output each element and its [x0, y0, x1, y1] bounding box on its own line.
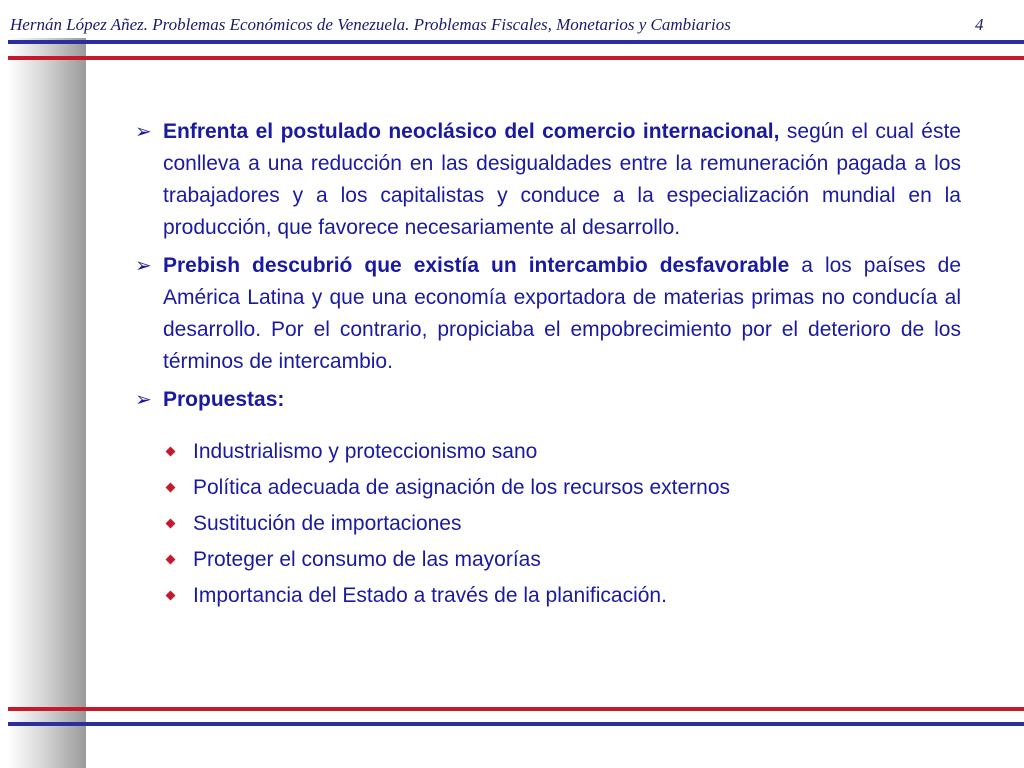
- arrowhead-icon: ➢: [135, 121, 152, 143]
- slide-content: [135, 116, 961, 614]
- proposals-list: [163, 434, 961, 614]
- bullet-prebisch: [135, 250, 961, 378]
- bottom-blue-rule: [8, 722, 1024, 726]
- list-item: [163, 542, 961, 578]
- diamond-icon: [166, 519, 176, 529]
- bullet-bold-text: Prebish descubrió que existía un intercambio desfavorable: [163, 254, 790, 277]
- list-item: [163, 470, 961, 506]
- list-item: [163, 506, 961, 542]
- header-title: Hernán López Añez. Problemas Económicos de Venezuela. Problemas Fiscales, Monetarios y Cambiarios: [10, 15, 731, 34]
- arrowhead-icon: ➢: [135, 389, 152, 411]
- diamond-icon: [166, 447, 176, 457]
- bullet-neoclassical: [135, 116, 961, 244]
- arrowhead-icon: ➢: [135, 255, 152, 277]
- list-item: [163, 578, 961, 614]
- diamond-icon: [166, 555, 176, 565]
- bullet-bold-text: Enfrenta el postulado neoclásico del comercio internacional,: [163, 120, 780, 143]
- bottom-red-rule: [8, 707, 1024, 711]
- bullet-text: según el cual éste conlleva a una reducción en las desigualdades entre la remuneración pagada a los trabajadores y a los capitalistas y conduce a la especialización mundial en la producción, que favorece necesariamente al desarrollo.: [163, 120, 961, 239]
- proposal-text: Industrialismo y proteccionismo sano: [193, 440, 538, 463]
- top-red-rule: [8, 56, 1024, 60]
- header: [0, 0, 1024, 44]
- bullet-text: a los países de América Latina y que una economía exportadora de materias primas no conducía al desarrollo. Por el contrario, propiciaba el empobrecimiento por el deterioro de los términos de intercambio.: [163, 254, 961, 373]
- bullet-bold-text: Propuestas:: [163, 388, 285, 411]
- proposal-text: Sustitución de importaciones: [193, 512, 462, 535]
- bullet-proposals: [135, 384, 961, 416]
- diamond-icon: [166, 483, 176, 493]
- page-number: 4: [975, 15, 984, 34]
- diamond-icon: [166, 591, 176, 601]
- proposal-text: Proteger el consumo de las mayorías: [193, 548, 541, 571]
- proposal-text: Política adecuada de asignación de los recursos externos: [193, 476, 730, 499]
- top-blue-rule: [8, 40, 1024, 44]
- sidebar-gradient: [8, 38, 86, 768]
- proposal-text: Importancia del Estado a través de la planificación.: [193, 584, 667, 607]
- list-item: [163, 434, 961, 470]
